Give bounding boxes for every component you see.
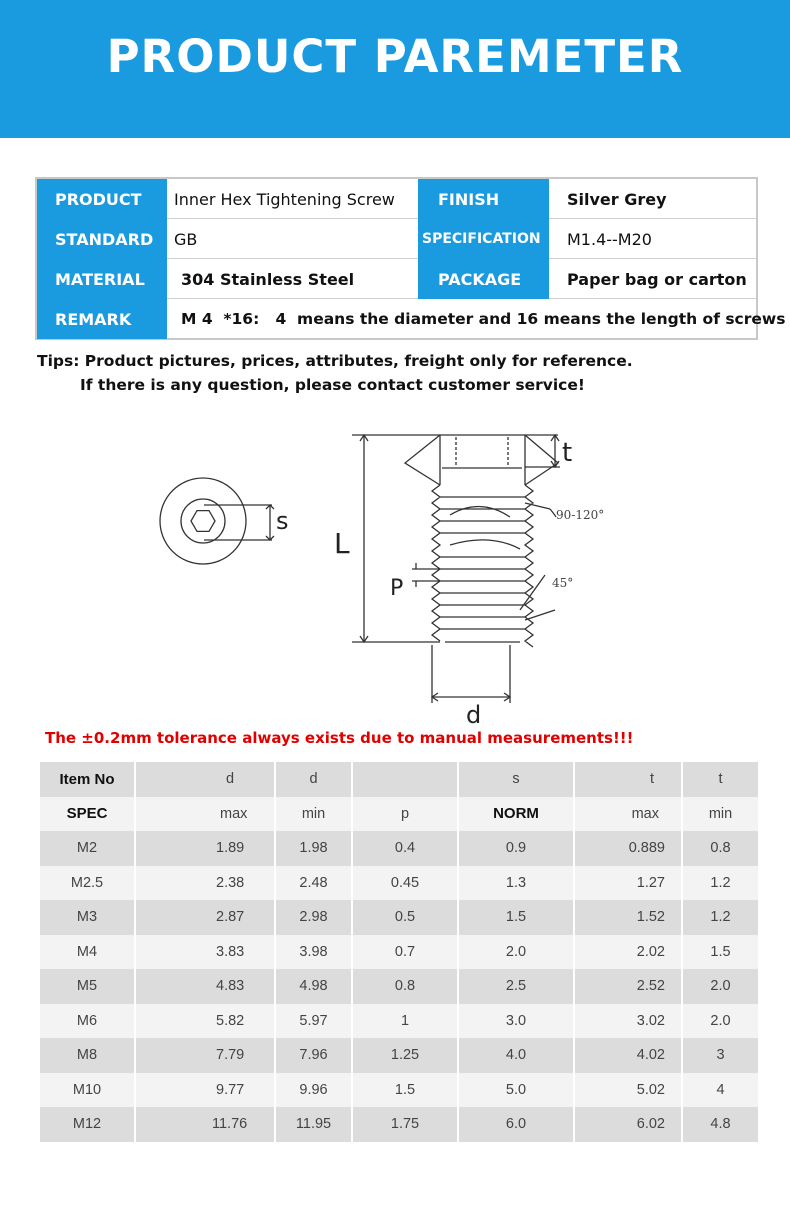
package-label: PACKAGE [418,259,549,299]
table-header-cell: max [135,797,275,832]
tips-line-2: If there is any question, please contact customer service! [80,376,585,394]
package-value: Paper bag or carton [567,269,747,289]
table-cell: 5.0 [458,1073,574,1108]
table-cell: M4 [40,935,135,970]
table-cell: 6.02 [574,1107,682,1142]
table-row [40,935,758,970]
table-row [40,1107,758,1142]
table-cell: 1.5 [352,1073,458,1108]
standard-value: GB [174,229,198,249]
param-row-standard [37,219,756,259]
specification-value: M1.4--M20 [567,229,652,249]
table-cell: M12 [40,1107,135,1142]
table-cell: 7.96 [275,1038,352,1073]
standard-label: STANDARD [37,219,167,259]
table-cell: M8 [40,1038,135,1073]
screw-end-view-outer [160,478,246,564]
table-cell: 4.83 [135,969,275,1004]
hex-socket-icon [191,511,215,532]
table-cell: 2.98 [275,900,352,935]
param-row-product [37,179,756,219]
page-title: PRODUCT PAREMETER [106,30,684,83]
table-cell: 3.0 [458,1004,574,1039]
table-cell: 6.0 [458,1107,574,1142]
table-cell: 0.889 [574,831,682,866]
table-cell: 4.02 [574,1038,682,1073]
table-cell: 9.96 [275,1073,352,1108]
label-P: P [390,576,404,601]
table-cell: 2.0 [682,1004,758,1039]
table-cell: 5.97 [275,1004,352,1039]
specification-label: SPECIFICATION [418,219,549,259]
table-cell: 0.9 [458,831,574,866]
table-cell: M5 [40,969,135,1004]
table-header-cell: max [574,797,682,832]
dimension-spec-table [40,762,758,1142]
table-cell: 1.25 [352,1038,458,1073]
remark-label: REMARK [37,299,167,339]
table-cell: 3 [682,1038,758,1073]
table-header-cell: t [574,762,682,797]
tolerance-warning: The ±0.2mm tolerance always exists due to manual measurements!!! [45,729,634,747]
table-header-row-2 [40,797,758,832]
table-row [40,1073,758,1108]
table-header-cell: min [682,797,758,832]
table-cell: 4 [682,1073,758,1108]
label-L: L [334,527,350,560]
material-value: 304 Stainless Steel [181,269,355,289]
table-cell: 1.5 [458,900,574,935]
table-cell: 2.0 [458,935,574,970]
label-d: d [466,701,482,729]
cone-angle-label: 90-120° [556,508,605,522]
table-header-cell: d [275,762,352,797]
table-cell: 0.7 [352,935,458,970]
table-cell: 3.02 [574,1004,682,1039]
table-cell: 2.02 [574,935,682,970]
table-cell: M6 [40,1004,135,1039]
table-header-cell: min [275,797,352,832]
table-cell: 2.48 [275,866,352,901]
table-cell: 4.98 [275,969,352,1004]
table-header-cell: p [352,797,458,832]
table-cell: 9.77 [135,1073,275,1108]
tips-line-1: Tips: Product pictures, prices, attributes, freight only for reference. [37,352,633,370]
table-cell: 0.8 [352,969,458,1004]
table-header-row-1 [40,762,758,797]
table-header-cell: d [135,762,275,797]
finish-value: Silver Grey [567,189,667,209]
table-cell: 1.2 [682,866,758,901]
table-cell: 1.52 [574,900,682,935]
table-cell: 1.98 [275,831,352,866]
table-cell: 1.75 [352,1107,458,1142]
table-cell: 11.76 [135,1107,275,1142]
product-value: Inner Hex Tightening Screw [174,189,395,209]
table-cell: 2.87 [135,900,275,935]
remark-value: M 4 *16: 4 means the diameter and 16 means the length of screws [181,310,786,328]
header-banner [0,0,790,138]
table-row [40,831,758,866]
table-cell: M2 [40,831,135,866]
table-cell: 1.27 [574,866,682,901]
finish-label: FINISH [418,179,549,219]
table-cell: 2.5 [458,969,574,1004]
table-cell: M10 [40,1073,135,1108]
table-cell: 7.79 [135,1038,275,1073]
screw-technical-drawing [20,405,770,730]
table-header-cell: Item No [40,762,135,797]
table-cell: M2.5 [40,866,135,901]
table-row [40,1038,758,1073]
table-cell: 4.0 [458,1038,574,1073]
table-row [40,1004,758,1039]
chamfer-angle-label: 45° [552,576,574,590]
table-row [40,969,758,1004]
param-row-material [37,259,756,299]
table-cell: 2.52 [574,969,682,1004]
table-cell: 1.3 [458,866,574,901]
table-cell: 5.82 [135,1004,275,1039]
table-header-cell: t [682,762,758,797]
table-cell: 0.8 [682,831,758,866]
product-label: PRODUCT [37,179,167,219]
table-cell: 3.98 [275,935,352,970]
table-row [40,866,758,901]
table-header-cell: SPEC [40,797,135,832]
table-cell: 2.38 [135,866,275,901]
label-t: t [562,438,573,468]
table-cell: 1.2 [682,900,758,935]
table-cell: 1.89 [135,831,275,866]
table-cell: M3 [40,900,135,935]
table-header-cell: NORM [458,797,574,832]
material-label: MATERIAL [37,259,167,299]
table-header-cell [352,762,458,797]
table-row [40,900,758,935]
label-s: s [276,507,289,535]
table-header-cell: s [458,762,574,797]
table-cell: 5.02 [574,1073,682,1108]
table-cell: 0.45 [352,866,458,901]
table-cell: 1.5 [682,935,758,970]
table-cell: 1 [352,1004,458,1039]
param-row-remark [37,299,786,339]
table-cell: 3.83 [135,935,275,970]
tips-note [37,349,633,397]
table-cell: 0.5 [352,900,458,935]
table-cell: 4.8 [682,1107,758,1142]
table-cell: 11.95 [275,1107,352,1142]
table-cell: 0.4 [352,831,458,866]
table-cell: 2.0 [682,969,758,1004]
parameter-table [35,177,786,340]
